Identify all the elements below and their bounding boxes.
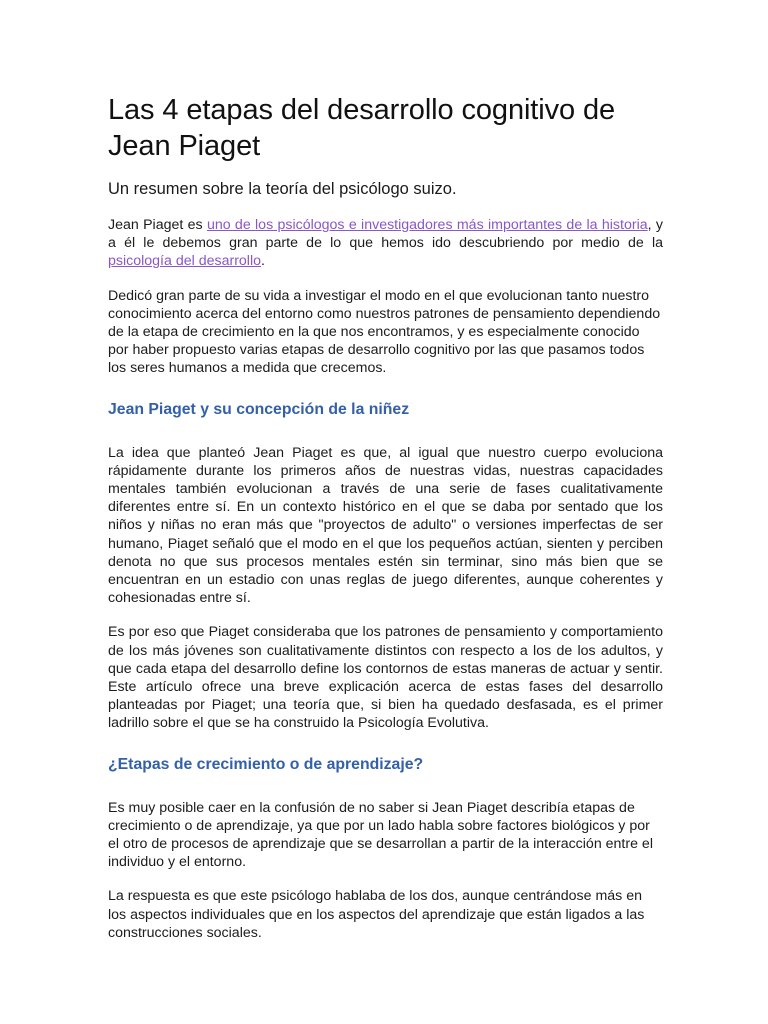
paragraph-patrones-pensamiento: Es por eso que Piaget consideraba que los patrones de pensamiento y comportamiento de los más jóvenes son cualitativamente distintos con respecto a los de los adultos, y que cada etapa del desarrollo define los contornos de estas maneras de actuar y sentir. Este artículo ofrece una breve explicación acerca de estas fases del desarrollo planteadas por Piaget; una teoría que, si bien ha quedado desfasada, es el primer ladrillo sobre el que se ha construido la Psicología Evolutiva. xyxy=(108,624,663,732)
section-heading-etapas: ¿Etapas de crecimiento o de aprendizaje? xyxy=(108,755,424,773)
paragraph-confusion: Es muy posible caer en la confusión de no saber si Jean Piaget describía etapas de crecimiento o de aprendizaje, ya que por un lado habla sobre factores biológicos y por el otro de procesos de aprendizaje que se desarrollan a partir de la interacción entre el individuo y el entorno. xyxy=(108,799,653,871)
intro-text-3: . xyxy=(261,253,265,270)
intro-text-1: Jean Piaget es xyxy=(108,217,207,233)
document-title: Las 4 etapas del desarrollo cognitivo de Jean Piaget xyxy=(108,94,616,162)
document-subtitle: Un resumen sobre la teoría del psicólogo suizo. xyxy=(108,180,457,198)
section-heading-ninez: Jean Piaget y su concepción de la niñez xyxy=(108,400,410,418)
paragraph-respuesta: La respuesta es que este psicólogo hablaba de los dos, aunque centrándose más en los aspectos individuales que en los aspectos del aprendizaje que están ligados a las construcciones sociales. xyxy=(108,888,645,941)
link-psicologia-desarrollo[interactable]: psicología del desarrollo xyxy=(108,253,262,270)
paragraph-dedico: Dedicó gran parte de su vida a investigar el modo en el que evolucionan tanto nuestro conocimiento acerca del entorno como nuestros patrones de pensamiento dependiendo de la etapa de crecimiento en la que nos encontramos, y es especialmente conocido por haber propuesto varias etapas de desarrollo cognitivo por las que pasamos todos los seres humanos a medida que crecemos. xyxy=(108,287,661,377)
paragraph-idea-piaget: La idea que planteó Jean Piaget es que, al igual que nuestro cuerpo evoluciona rápidamente durante los primeros años de nuestras vidas, nuestras capacidades mentales también evolucionan a través de una serie de fases cualitativamente diferentes entre sí. En un contexto histórico en el que se daba por sentado que los niños y niñas no eran más que "proyectos de adulto" o versiones imperfectas de ser humano, Piaget señaló que el modo en el que los pequeños actúan, sienten y perciben denota no que sus procesos mentales estén sin terminar, sino más bien que se encuentran en un estadio con unas reglas de juego diferentes, aunque coherentes y cohesionadas entre sí. xyxy=(108,444,663,607)
link-psicologos-importantes[interactable]: uno de los psicólogos e investigadores más importantes de la historia xyxy=(206,217,648,233)
intro-text-2: , y a él le debemos gran parte de lo que hemos ido descubriendo por medio de la xyxy=(108,217,663,252)
intro-paragraph xyxy=(108,216,663,271)
